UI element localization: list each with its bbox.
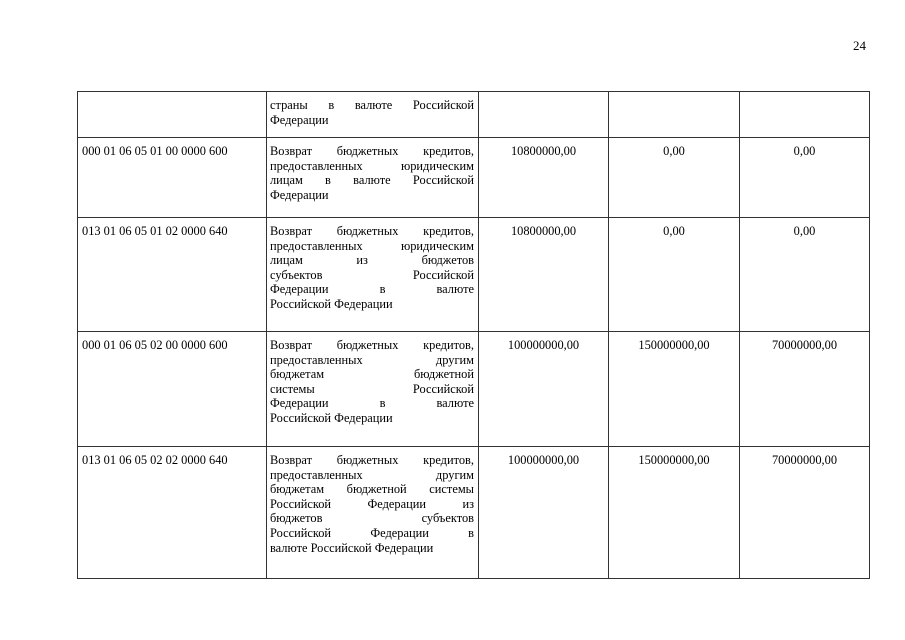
description-line: Возврат бюджетных кредитов, xyxy=(270,224,474,238)
description-cell xyxy=(267,332,479,447)
description-line: предоставленных другим xyxy=(270,352,474,367)
amount-cell: 0,00 xyxy=(740,138,870,218)
description-cell xyxy=(267,92,479,138)
description-line: Российской Федерации xyxy=(270,410,393,425)
amount-cell: 10800000,00 xyxy=(479,218,609,332)
description-line: лицам в валюте Российской xyxy=(270,173,474,188)
amount-cell: 70000000,00 xyxy=(740,332,870,447)
description-line: Федерации в валюте xyxy=(270,282,474,297)
table-row xyxy=(78,218,870,332)
description-line: бюджетам бюджетной xyxy=(270,367,474,382)
description-line: Российской Федерации в xyxy=(270,525,474,540)
description-line: Федерации в валюте xyxy=(270,396,474,411)
description-line: предоставленных юридическим xyxy=(270,158,474,173)
amount-cell: 0,00 xyxy=(740,218,870,332)
amount-cell: 70000000,00 xyxy=(740,447,870,579)
description-line: валюте Российской Федерации xyxy=(270,540,434,555)
description-cell xyxy=(267,138,479,218)
amount-cell: 0,00 xyxy=(609,218,740,332)
description-cell xyxy=(267,447,479,579)
description-line: Российской Федерации из xyxy=(270,496,474,511)
page-number: 24 xyxy=(853,38,866,53)
amount-cell: 100000000,00 xyxy=(479,332,609,447)
budget-table xyxy=(77,91,870,579)
table-row xyxy=(78,138,870,218)
description-line: бюджетов субъектов xyxy=(270,511,474,526)
table-row xyxy=(78,92,870,138)
description-line: субъектов Российской xyxy=(270,267,474,282)
description-line: Федерации xyxy=(270,187,329,202)
amount-cell: 0,00 xyxy=(609,138,740,218)
table-row xyxy=(78,447,870,579)
description-line: Возврат бюджетных кредитов, xyxy=(270,338,474,352)
description-line: лицам из бюджетов xyxy=(270,253,474,268)
budget-code-cell: 000 01 06 05 02 00 0000 600 xyxy=(78,332,267,447)
table-row xyxy=(78,332,870,447)
description-line: Российской Федерации xyxy=(270,296,393,311)
amount-cell xyxy=(609,92,740,138)
description-line: страны в валюте Российской xyxy=(270,98,474,112)
description-line: бюджетам бюджетной системы xyxy=(270,482,474,497)
amount-cell: 10800000,00 xyxy=(479,138,609,218)
amount-cell xyxy=(740,92,870,138)
description-line: системы Российской xyxy=(270,381,474,396)
budget-code-cell: 000 01 06 05 01 00 0000 600 xyxy=(78,138,267,218)
description-line: Возврат бюджетных кредитов, xyxy=(270,144,474,158)
description-line: Федерации xyxy=(270,112,329,127)
amount-cell: 150000000,00 xyxy=(609,332,740,447)
budget-code-cell xyxy=(78,92,267,138)
description-line: Возврат бюджетных кредитов, xyxy=(270,453,474,467)
description-cell xyxy=(267,218,479,332)
amount-cell xyxy=(479,92,609,138)
budget-code-cell: 013 01 06 05 02 02 0000 640 xyxy=(78,447,267,579)
description-line: предоставленных юридическим xyxy=(270,238,474,253)
amount-cell: 150000000,00 xyxy=(609,447,740,579)
description-line: предоставленных другим xyxy=(270,467,474,482)
budget-code-cell: 013 01 06 05 01 02 0000 640 xyxy=(78,218,267,332)
amount-cell: 100000000,00 xyxy=(479,447,609,579)
